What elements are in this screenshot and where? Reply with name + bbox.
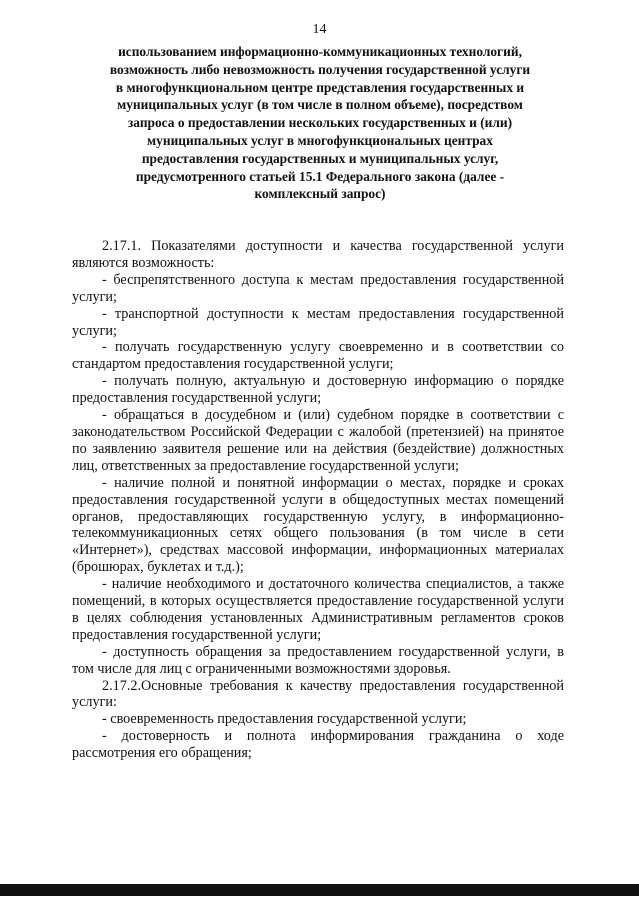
paragraph-2-17-1: 2.17.1. Показателями доступности и качества государственной услуги являются возможность: [72, 238, 564, 271]
heading-line: муниципальных услуг (в том числе в полном объеме), посредством [117, 97, 523, 113]
heading-line: в многофункциональном центре представления государственных и [115, 79, 525, 95]
heading-line: использованием информационно-коммуникационных технологий, [118, 44, 522, 59]
heading-line: запроса о предоставлении нескольких государственных и (или) [127, 115, 513, 131]
heading-line: муниципальных услуг в многофункциональных центрах [147, 132, 493, 148]
heading-line: возможность либо невозможность получения государственной услуги [109, 61, 531, 77]
body-text [72, 238, 564, 762]
heading-line: комплексный запрос) [254, 186, 386, 202]
list-item: - наличие полной и понятной информации о местах, порядке и сроках предоставления государственной услуги в общедоступных местах помещений органов, предоставляющих государственную услугу, в информационно- телекоммуникационных сетях общего пользования (в том числе в сети «Интернет»), средствах массовой информации, информационных материалах (брошюрах, буклетах и т.д.); [72, 474, 564, 576]
list-item: - обращаться в досудебном и (или) судебном порядке в соответствии с законодательством Российской Федерации с жалобой (претензией) на принятое по заявлению заявителя решение или на действия (бездействие) должностных лиц, ответственных за предоставление государственной услуги; [72, 407, 564, 474]
heading-line: предусмотренного статьей 15.1 Федерального закона (далее - [135, 168, 505, 184]
list-item: - транспортной доступности к местам предоставления государственной услуги; [72, 305, 564, 339]
list-item: - получать государственную услугу своевременно и в соответствии со стандартом предоставления государственной услуги; [72, 339, 564, 373]
list-item: - наличие необходимого и достаточного количества специалистов, а также помещений, в которых осуществляется предоставление государственной услуги в целях соблюдения установленных Административным регламентов сроков предоставления государственной услуги; [72, 576, 564, 643]
list-item: - доступность обращения за предоставлением государственной услуги, в том числе для лиц с ограниченными возможностями здоровья. [72, 643, 564, 677]
heading-line: предоставления государственных и муниципальных услуг, [141, 150, 499, 166]
page-number: 14 [312, 22, 327, 37]
paragraph-2-17-2: 2.17.2.Основные требования к качеству предоставления государственной услуги: [72, 677, 564, 711]
list-item: - получать полную, актуальную и достоверную информацию о порядке предоставления государственной услуги; [72, 373, 564, 407]
list-item: - беспрепятственного доступа к местам предоставления государственной услуги; [72, 271, 564, 305]
scan-border-bar [0, 884, 639, 896]
list-item: - своевременность предоставления государственной услуги; [102, 711, 467, 728]
section-heading [70, 43, 570, 203]
list-item: - достоверность и полнота информирования гражданина о ходе рассмотрения его обращения; [72, 728, 564, 762]
